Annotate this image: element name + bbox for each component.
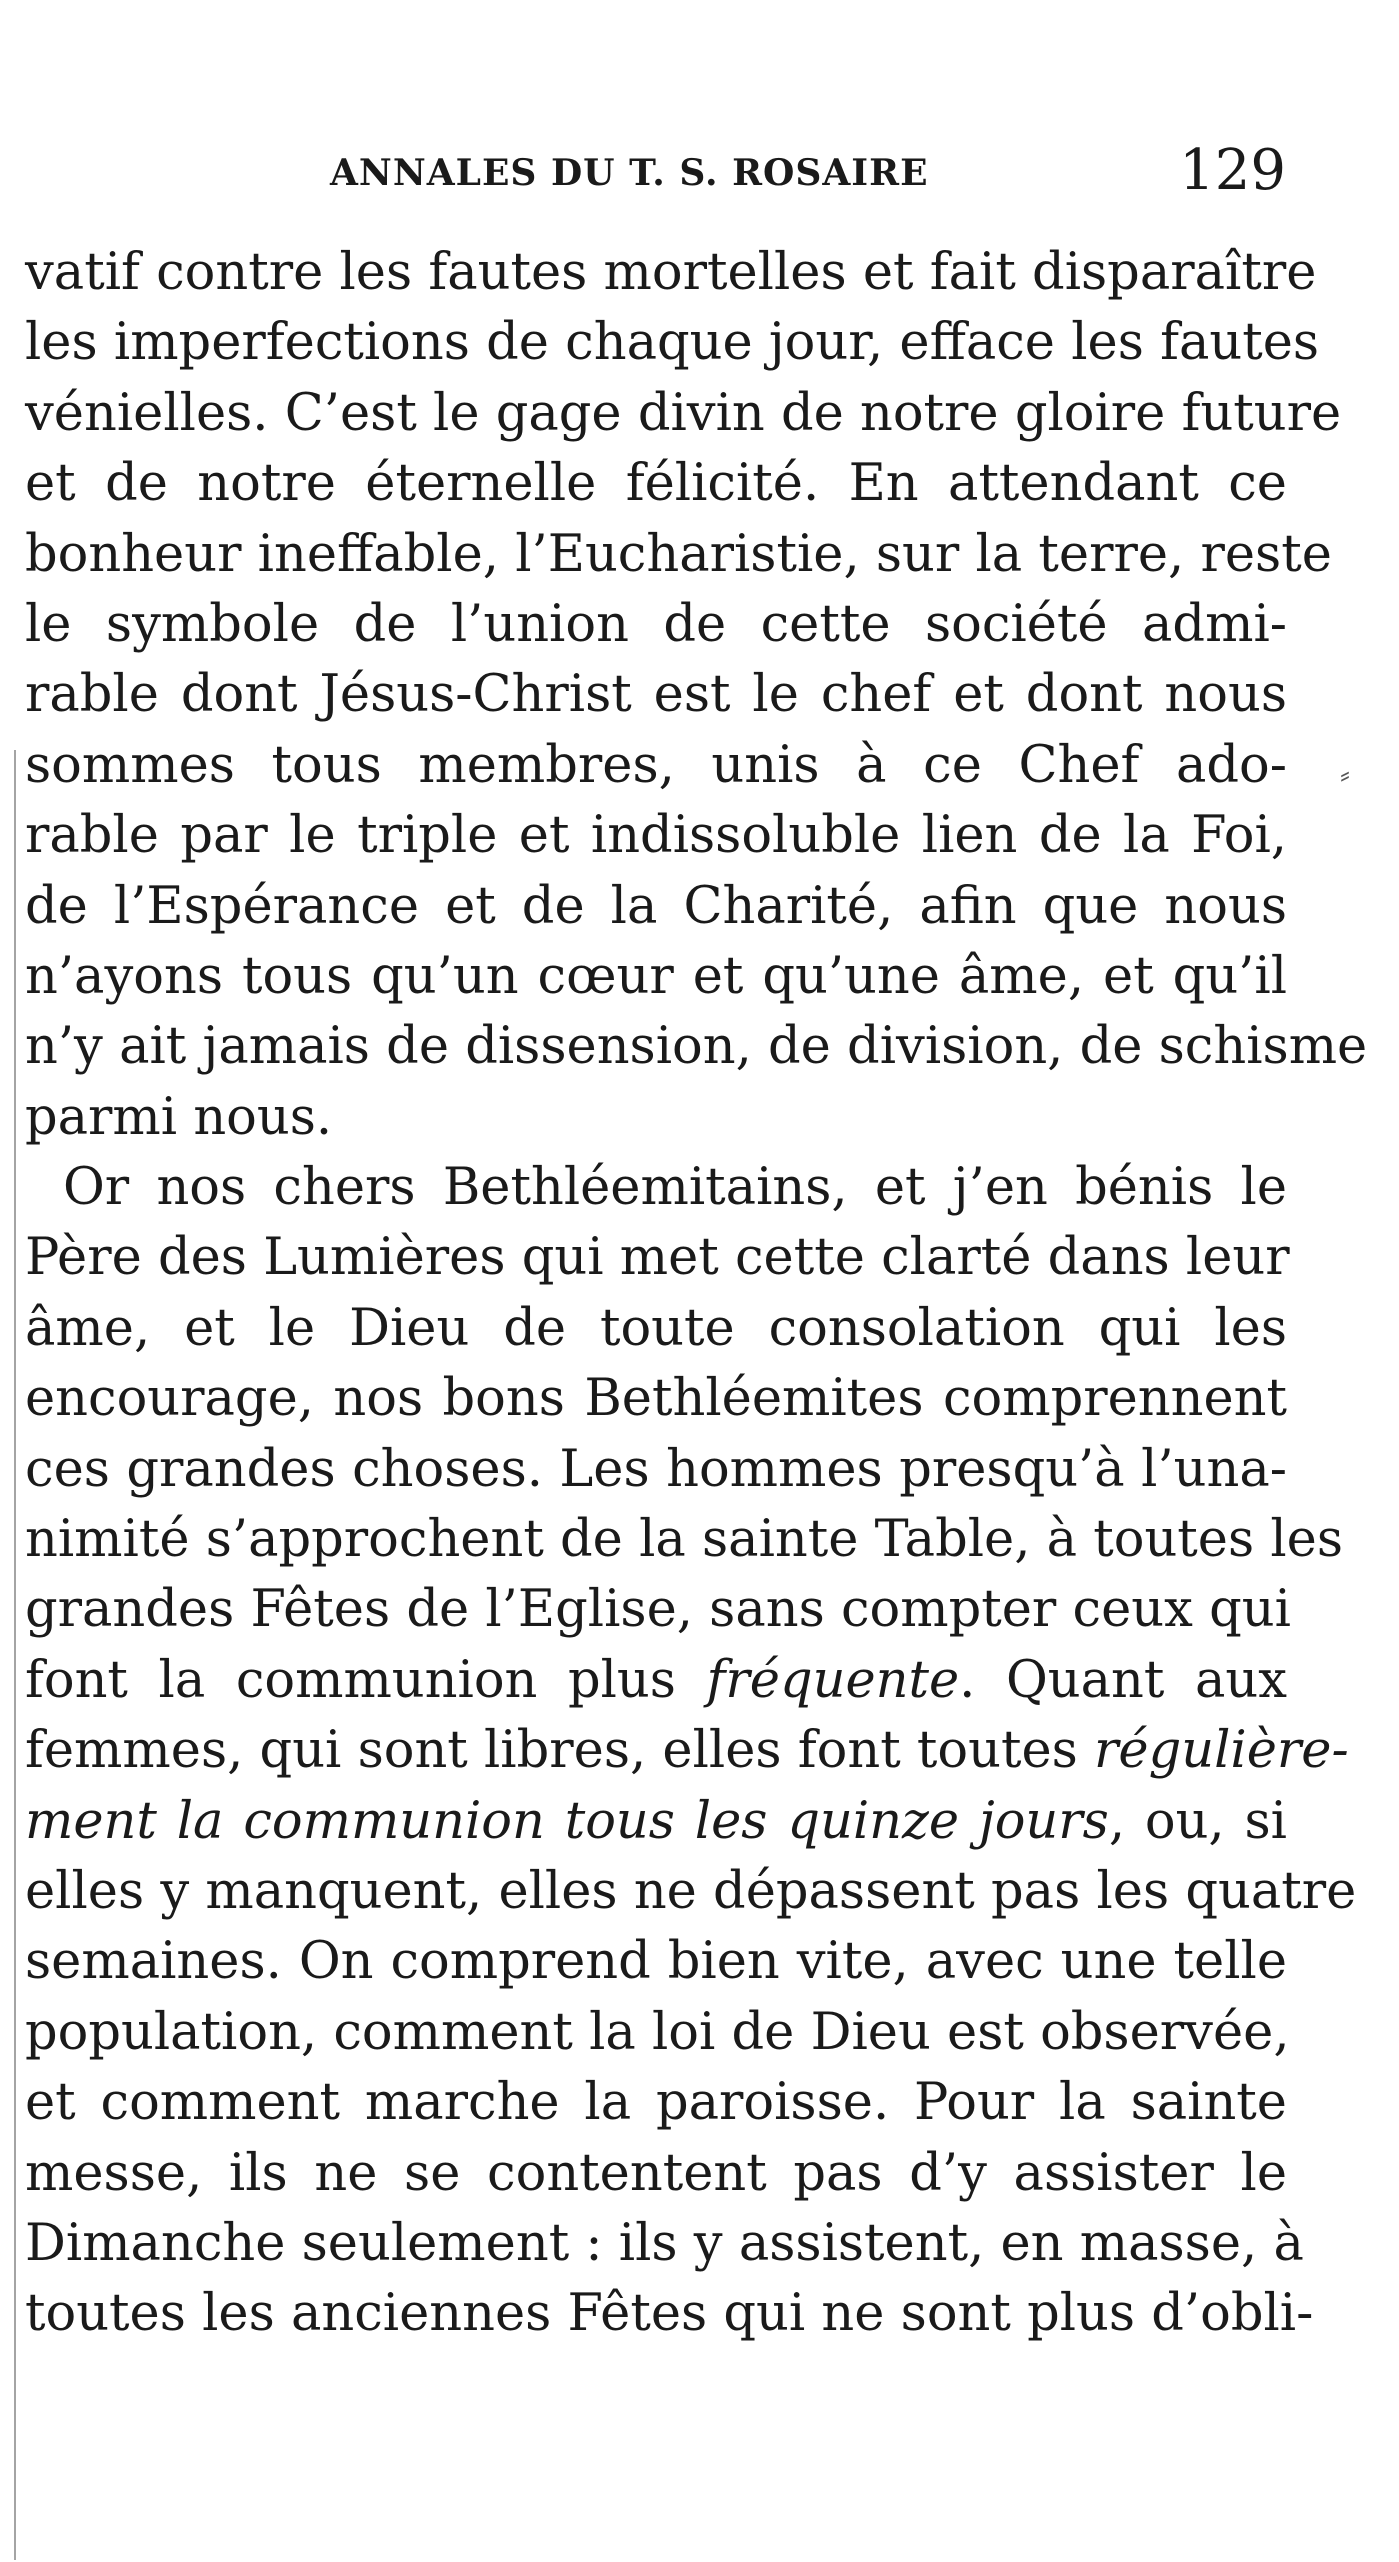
- text-line: [25, 1787, 1287, 1857]
- text-line: messe, ils ne se contentent pas d’y assister le: [25, 2143, 1287, 2203]
- text-line: [25, 1716, 1349, 1786]
- running-head: [300, 138, 1290, 208]
- text-line: grandes Fêtes de l’Eglise, sans compter ceux qui: [25, 1580, 1291, 1640]
- text-line: Dimanche seulement : ils y assistent, en masse, à: [25, 2213, 1304, 2273]
- body-text: [25, 238, 1368, 2350]
- text-line: bonheur ineffable, l’Eucharistie, sur la terre, reste: [25, 524, 1332, 584]
- text-line: encourage, nos bons Bethléemites comprennent: [25, 1369, 1287, 1429]
- text-line: ces grandes choses. Les hommes presqu’à l’una-: [25, 1439, 1287, 1499]
- text-segment: , ou, si: [1108, 1791, 1287, 1851]
- text-line: et comment marche la paroisse. Pour la sainte: [25, 2073, 1287, 2133]
- italic-word: fréquente: [706, 1650, 960, 1710]
- text-line: âme, et le Dieu de toute consolation qui les: [25, 1298, 1287, 1358]
- paragraph-2: [25, 1153, 1357, 2350]
- italic-word: régulière-: [1094, 1721, 1349, 1781]
- text-line: toutes les anciennes Fêtes qui ne sont plus d’obli-: [25, 2284, 1314, 2344]
- text-line: vénielles. C’est le gage divin de notre gloire future: [25, 383, 1342, 443]
- text-line: elles y manquent, elles ne dépassent pas les quatre: [25, 1861, 1357, 1921]
- text-segment: femmes, qui sont libres, elles font toutes: [25, 1721, 1095, 1781]
- margin-rule: [14, 750, 16, 2560]
- text-line: Or nos chers Bethléemitains, et j’en bénis le: [63, 1158, 1287, 1218]
- text-line: nimité s’approchent de la sainte Table, à toutes les: [25, 1510, 1344, 1570]
- page-number: 129: [1179, 138, 1286, 203]
- text-line: le symbole de l’union de cette société admi-: [25, 594, 1287, 654]
- text-line: n’y ait jamais de dissension, de division, de schisme: [25, 1017, 1368, 1077]
- text-line: population, comment la loi de Dieu est observée,: [25, 2002, 1290, 2062]
- text-line: et de notre éternelle félicité. En attendant ce: [25, 454, 1287, 514]
- paragraph-1: [25, 238, 1368, 1153]
- text-line: Père des Lumières qui met cette clarté dans leur: [25, 1228, 1290, 1288]
- text-line: semaines. On comprend bien vite, avec une telle: [25, 1932, 1287, 1992]
- running-title: ANNALES DU T. S. ROSAIRE: [330, 152, 929, 194]
- text-segment: . Quant aux: [959, 1650, 1287, 1710]
- margin-mark: ⸗: [1340, 757, 1350, 792]
- text-line: [25, 1646, 1287, 1716]
- text-line: rable dont Jésus-Christ est le chef et dont nous: [25, 665, 1287, 725]
- text-segment: font la communion plus: [25, 1650, 707, 1710]
- text-line: rable par le triple et indissoluble lien de la Foi,: [25, 806, 1287, 866]
- text-line: les imperfections de chaque jour, efface les fautes: [25, 313, 1320, 373]
- italic-phrase: ment la communion tous les quinze jours: [25, 1791, 1109, 1851]
- text-line: de l’Espérance et de la Charité, afin que nous: [25, 876, 1287, 936]
- text-line: n’ayons tous qu’un cœur et qu’une âme, et qu’il: [25, 946, 1287, 1006]
- text-line: vatif contre les fautes mortelles et fait disparaître: [25, 243, 1317, 302]
- text-line: parmi nous.: [25, 1087, 333, 1147]
- text-line: sommes tous membres, unis à ce Chef ado-: [25, 735, 1287, 795]
